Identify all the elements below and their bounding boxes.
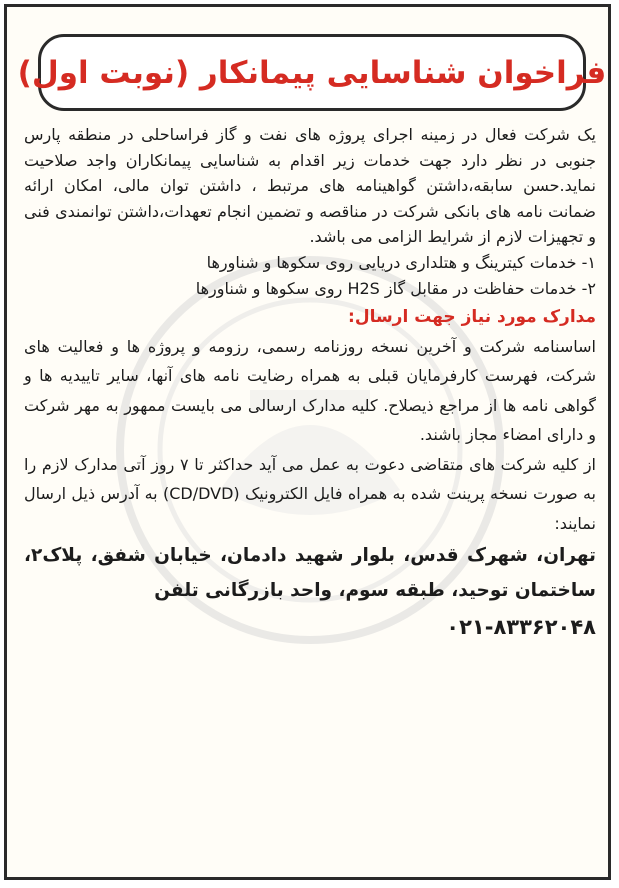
documents-heading: مدارک مورد نیاز جهت ارسال: (348, 306, 596, 327)
service-item-catering: ۱- خدمات کیترینگ و هتلداری دریایی روی سکوها و شناورها (206, 252, 596, 272)
invitation-paragraph: از کلیه شرکت های متقاضی دعوت به عمل می آید حداکثر تا ۷ روز آتی مدارک لازم را به صورت نسخه پرینت شده به همراه فایل الکترونیک (CD/DVD) به آدرس ذیل ارسال نمایند: (24, 454, 597, 533)
documents-paragraph: اساسنامه شرکت و آخرین نسخه روزنامه رسمی، رزومه و پروژه ها و فعالیت های شرکت، فهرست کارفرمایان قبلی به همراه رضایت نامه های آنها، سایر تاییدیه ها و گواهی نامه ها از مراجع ذیصلاح. کلیه مدارک ارسالی می بایست ممهور به مهر شرکت و دارای امضاء مجاز باشند. (24, 336, 596, 444)
service-item-h2s-protection: ۲- خدمات حفاظت در مقابل گاز H2S روی سکوها و شناورها (195, 278, 596, 298)
title-banner (17, 34, 607, 111)
phone-number: ۰۲۱-۸۳۳۶۲۰۴۸ (446, 615, 596, 639)
address-text: تهران، شهرک قدس، بلوار شهید دادمان، خیابان شفق، پلاک۲، ساختمان توحید، طبقه سوم، واحد بازرگانی تلفن (24, 545, 596, 601)
notice-title: فراخوان شناسایی پیمانکار (نوبت اول) (17, 54, 607, 91)
intro-paragraph: یک شرکت فعال در زمینه اجرای پروژه های نفت و گاز فراساحلی در منطقه پارس جنوبی در نظر دارد جهت خدمات زیر اقدام به شناسایی پیمانکاران واجد صلاحیت نماید.حسن سابقه،داشتن گواهینامه های مرتبط ، داشتن توان مالی، امکان ارائه ضمانت نامه های بانکی شرکت در مناقصه و تضمین انجام تعهدات،داشتن توانمندی فنی و تجهیزات لازم از شرایط الزامی می باشد. (24, 125, 596, 246)
notice-body (24, 122, 596, 646)
